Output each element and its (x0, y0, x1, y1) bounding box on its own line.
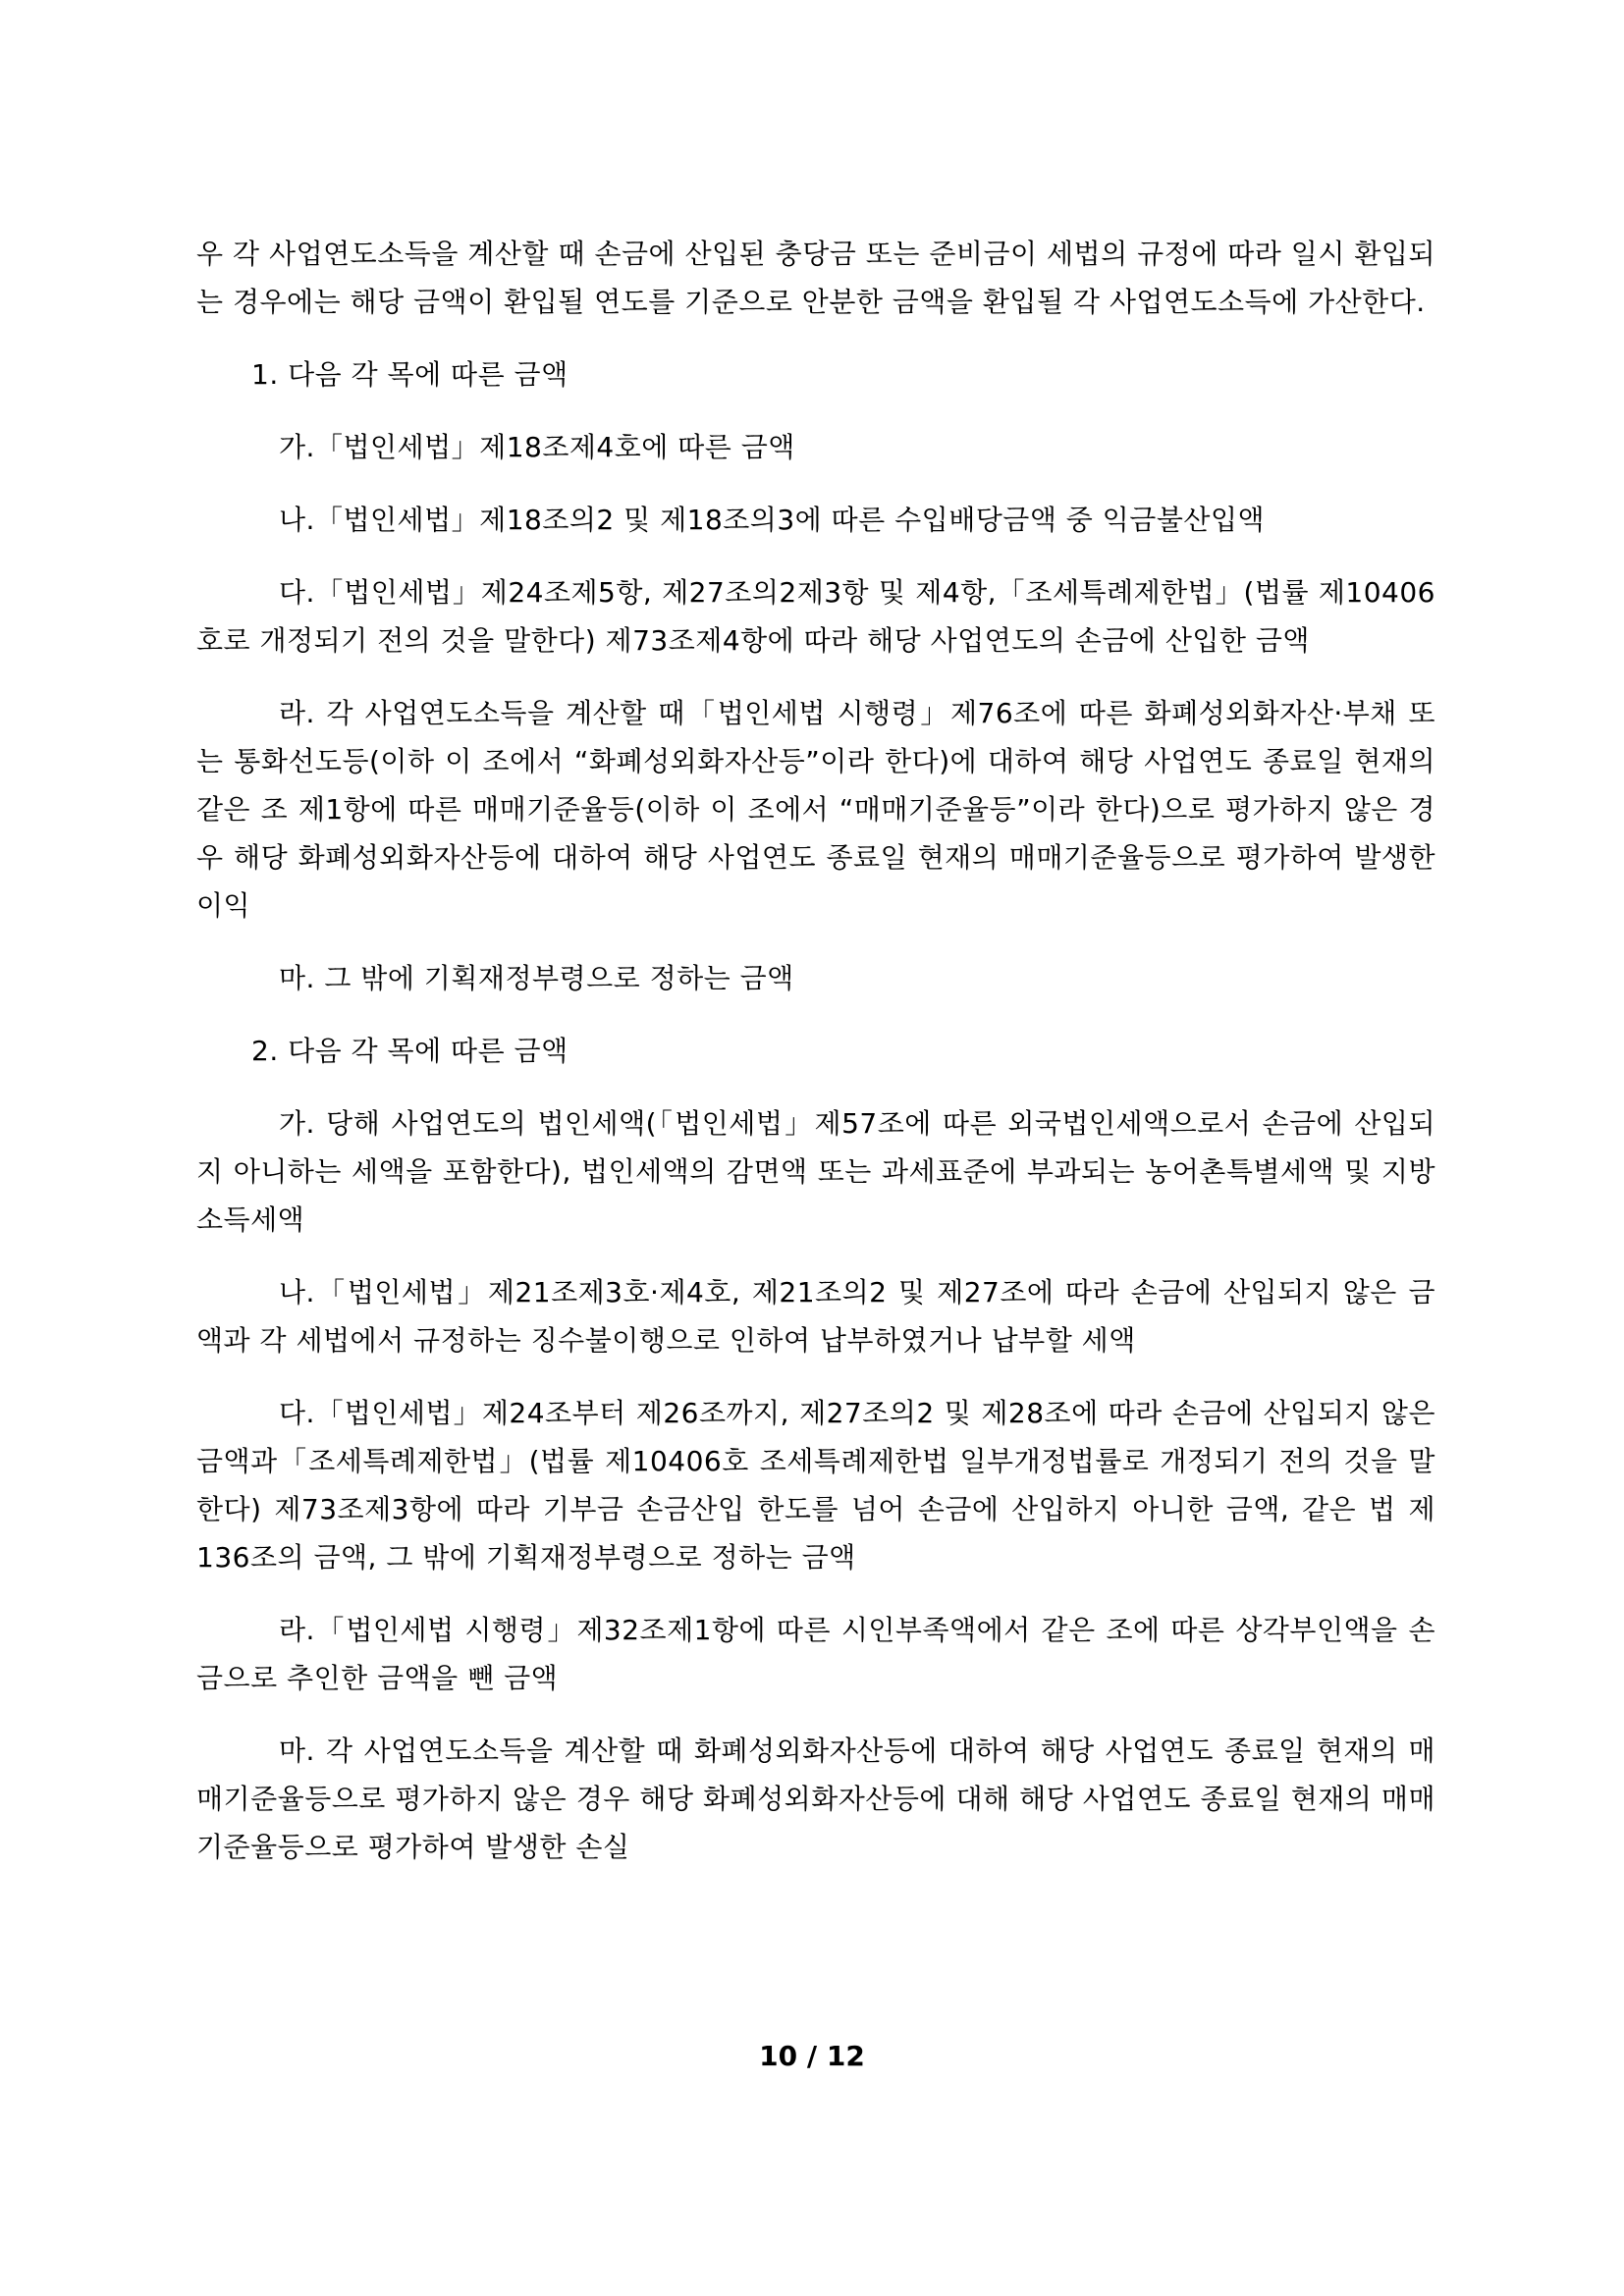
sub-item-1-da: 다.「법인세법」제24조제5항, 제27조의2제3항 및 제4항,「조세특례제한법」(법률 제10406호로 개정되기 전의 것을 말한다) 제73조제4항에 따라 해당 사업연도의 손금에 산입한 금액 (196, 576, 1435, 657)
sub-item-2-da: 다.「법인세법」제24조부터 제26조까지, 제27조의2 및 제28조에 따라 손금에 산입되지 않은 금액과「조세특례제한법」(법률 제10406호 조세특례제한법 일부개정법률로 개정되기 전의 것을 말한다) 제73조제3항에 따라 기부금 손금산입 한도를 넘어 손금에 산입하지 아니한 금액, 같은 법 제136조의 금액, 그 밖에 기획재정부령으로 정하는 금액 (196, 1397, 1435, 1574)
sub-item-2-ra: 라.「법인세법 시행령」제32조제1항에 따른 시인부족액에서 같은 조에 따른 상각부인액을 손금으로 추인한 금액을 뺀 금액 (196, 1614, 1435, 1694)
sub-item-2-ma: 마. 각 사업연도소득을 계산할 때 화폐성외화자산등에 대하여 해당 사업연도 종료일 현재의 매매기준율등으로 평가하지 않은 경우 해당 화폐성외화자산등에 대해 해당 사업연도 종료일 현재의 매매기준율등으로 평가하여 발생한 손실 (196, 1735, 1435, 1863)
list-item-1: 1. 다음 각 목에 따른 금액 (251, 358, 568, 391)
sub-item-1-ga: 가.「법인세법」제18조제4호에 따른 금액 (279, 431, 795, 463)
list-item-2: 2. 다음 각 목에 따른 금액 (251, 1035, 568, 1067)
document-body (196, 230, 1435, 1896)
sub-item-2-ga: 가. 당해 사업연도의 법인세액(「법인세법」제57조에 따른 외국법인세액으로서 손금에 산입되지 아니하는 세액을 포함한다), 법인세액의 감면액 또는 과세표준에 부과되는 농어촌특별세액 및 지방소득세액 (196, 1107, 1435, 1236)
sub-item-2-na: 나.「법인세법」제21조제3호·제4호, 제21조의2 및 제27조에 따라 손금에 산입되지 않은 금액과 각 세법에서 규정하는 징수불이행으로 인하여 납부하였거나 납부할 세액 (196, 1276, 1435, 1357)
page-number: 10 / 12 (759, 2040, 865, 2072)
sub-item-1-ra: 라. 각 사업연도소득을 계산할 때「법인세법 시행령」제76조에 따른 화폐성외화자산·부채 또는 통화선도등(이하 이 조에서 “화폐성외화자산등”이라 한다)에 대하여 해당 사업연도 종료일 현재의 같은 조 제1항에 따른 매매기준율등(이하 이 조에서 “매매기준율등”이라 한다)으로 평가하지 않은 경우 해당 화폐성외화자산등에 대하여 해당 사업연도 종료일 현재의 매매기준율등으로 평가하여 발생한 이익 (196, 697, 1435, 922)
sub-item-1-na: 나.「법인세법」제18조의2 및 제18조의3에 따른 수입배당금액 중 익금불산입액 (279, 504, 1266, 536)
body-paragraph: 우 각 사업연도소득을 계산할 때 손금에 산입된 충당금 또는 준비금이 세법의 규정에 따라 일시 환입되는 경우에는 해당 금액이 환입될 연도를 기준으로 안분한 금액을 환입될 각 사업연도소득에 가산한다. (196, 238, 1435, 318)
sub-item-1-ma: 마. 그 밖에 기획재정부령으로 정하는 금액 (279, 962, 794, 994)
